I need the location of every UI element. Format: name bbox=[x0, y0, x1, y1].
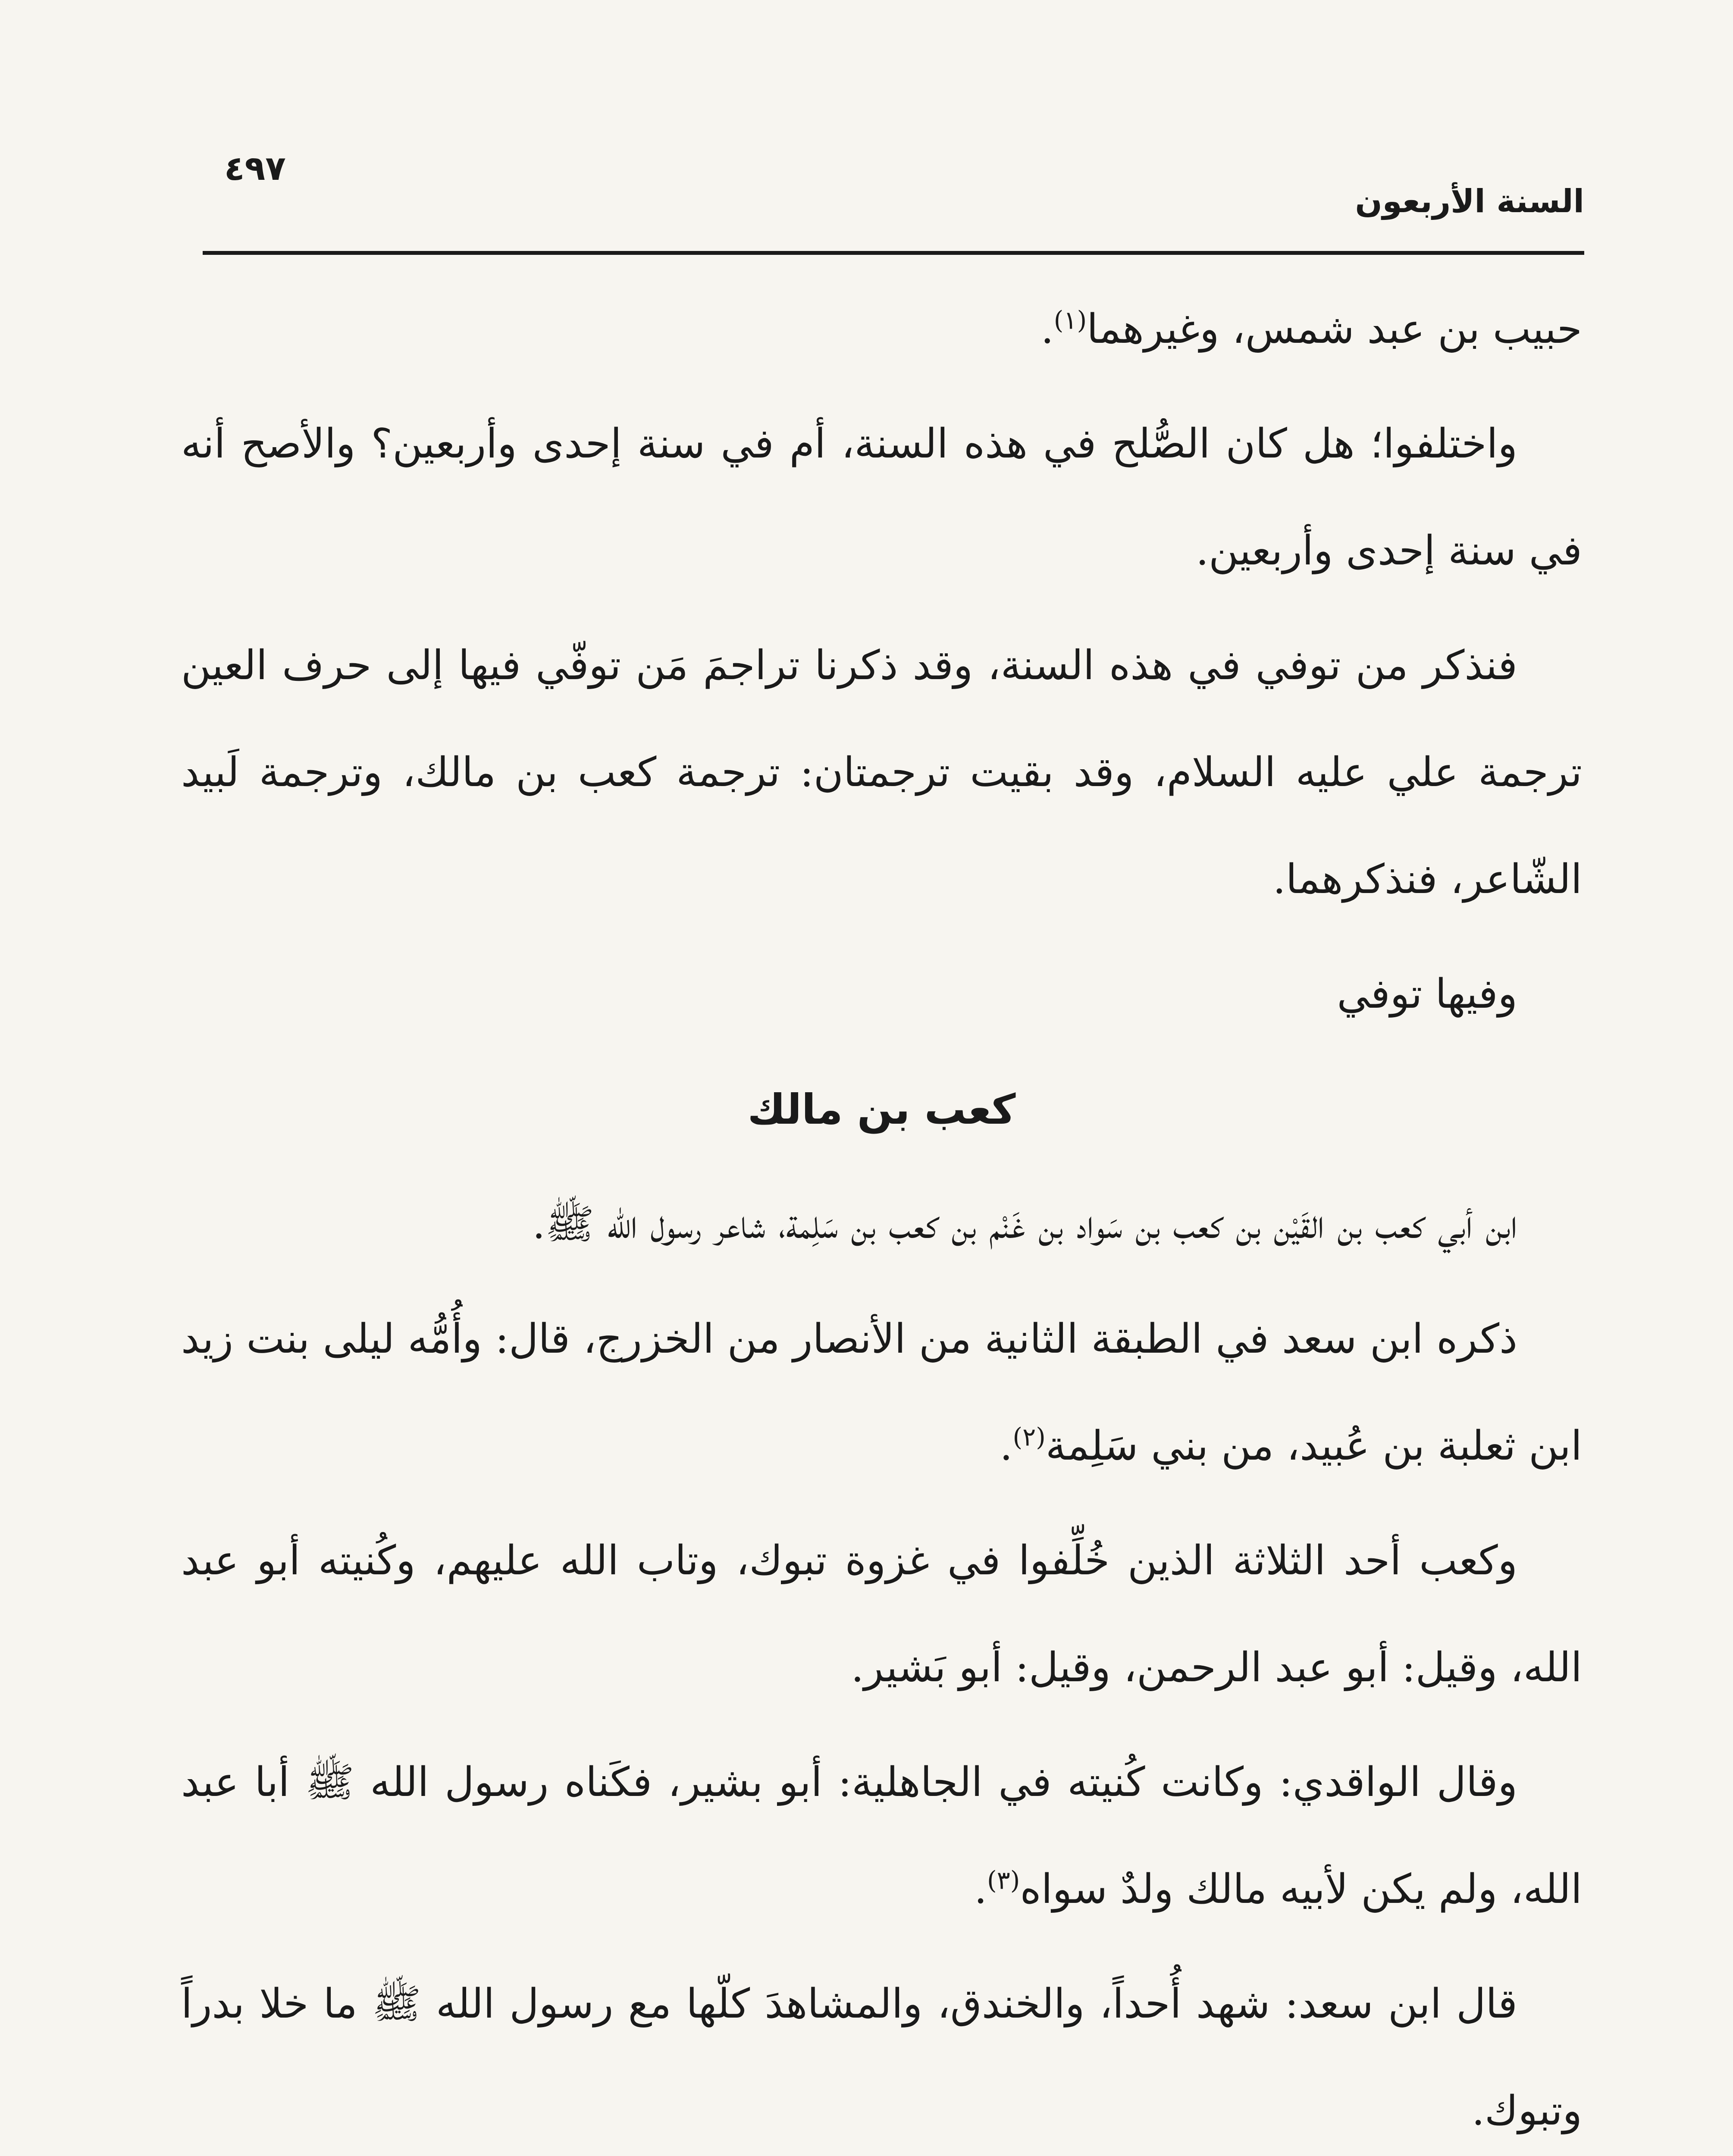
section-heading: كعب بن مالك bbox=[747, 1085, 1016, 1134]
section-paragraph-1: ابن أبي كعب بن القَيْن بن كعب بن سَواد بن غَنْم بن كعب بن سَلِمة، شاعر رسول الله ﷺ. bbox=[532, 1201, 1517, 1248]
paragraph-2: واختلفوا؛ هل كان الصُّلح في هذه السنة، أم في سنة إحدى وأربعين؟ والأصح أنه في سنة إحدى وأربعين. bbox=[181, 420, 1582, 574]
footnote-ref-1: (١) bbox=[1053, 305, 1087, 335]
page-number: ٤٩٧ bbox=[224, 149, 286, 188]
footnote-ref-3: (٣) bbox=[987, 1865, 1020, 1895]
paragraph-3: فنذكر من توفي في هذه السنة، وقد ذكرنا تراجمَ مَن توفّي فيها إلى حرف العين ترجمة علي عليه السلام، وقد بقيت ترجمتان: ترجمة كعب بن مالك، وترجمة لَبيد الشّاعر، فنذكرهما. bbox=[181, 642, 1582, 903]
section-paragraph-5: قال ابن سعد: شهد أُحداً، والخندق، والمشاهدَ كلّها مع رسول الله ﷺ ما خلا بدراً وتبوك. bbox=[181, 1981, 1582, 2134]
section-paragraph-2: ذكره ابن سعد في الطبقة الثانية من الأنصار من الخزرج، قال: وأُمُّه ليلى بنت زيد ابن ثعلبة بن عُبيد، من بني سَلِمة$^{(٢)}$. bbox=[181, 1316, 1582, 1470]
footnote-ref-2: (٢) bbox=[1012, 1422, 1046, 1452]
paragraph-4: وفيها توفي bbox=[1337, 971, 1517, 1018]
paragraph-1: حبيب بن عبد شمس، وغيرهما$^{(١)}$. bbox=[1040, 305, 1582, 353]
main-text bbox=[181, 276, 1582, 2156]
section-paragraph-3: وكعب أحد الثلاثة الذين خُلِّفوا في غزوة تبوك، وتاب الله عليهم، وكُنيته أبو عبد الله، وقيل: أبو عبد الرحمن، وقيل: أبو بَشير. bbox=[181, 1537, 1582, 1691]
header-rule bbox=[203, 251, 1584, 255]
running-title: السنة الأربعون bbox=[1355, 183, 1584, 220]
section-paragraph-4: وقال الواقدي: وكانت كُنيته في الجاهلية: أبو بشير، فكَناه رسول الله ﷺ أبا عبد الله، ولم يكن لأبيه مالك ولدٌ سواه$^{(٣)}$. bbox=[181, 1759, 1582, 1913]
